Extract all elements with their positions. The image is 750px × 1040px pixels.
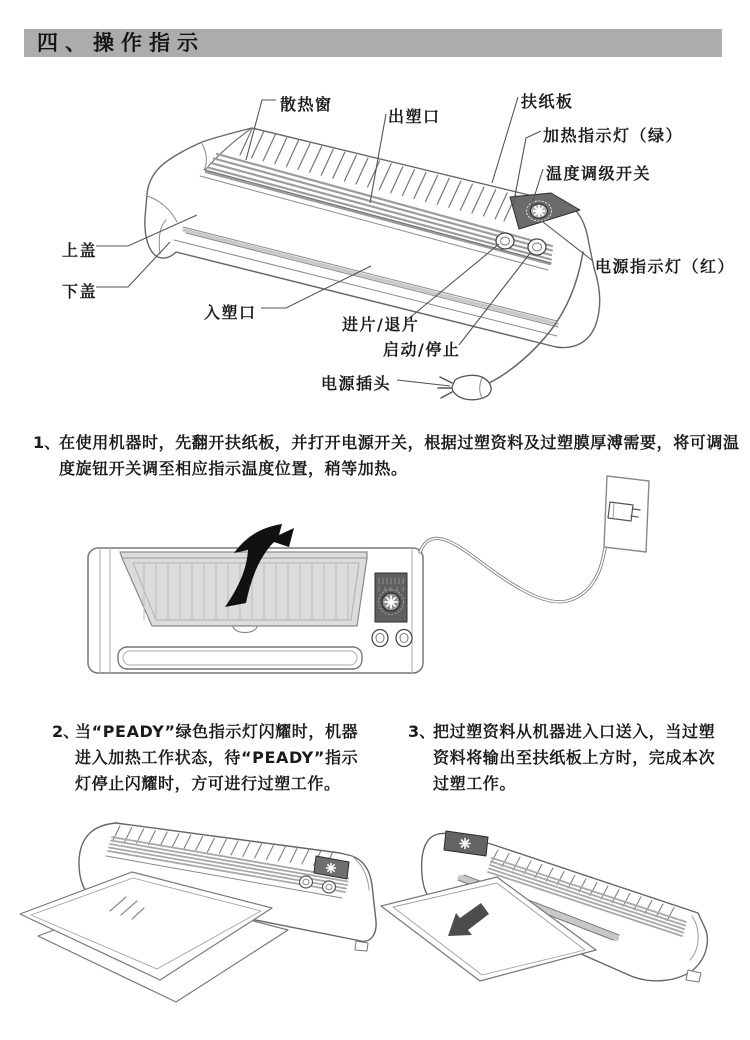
label-heat-vent-window: 散热窗	[280, 95, 333, 114]
step-3-number: 3、	[408, 722, 436, 741]
label-feed-reverse: 进片/退片	[342, 315, 420, 334]
step-2-line-2: 进入加热工作状态，待“PEADY”指示	[75, 748, 359, 767]
feed-reverse-button	[496, 233, 514, 249]
step-1	[33, 430, 740, 482]
power-plug-art	[438, 375, 491, 399]
power-cord	[420, 520, 611, 602]
section-title-bar	[24, 29, 722, 57]
label-bottom-cover: 下盖	[62, 282, 98, 301]
leader-power-plug	[397, 380, 450, 386]
step-3-line-1: 把过塑资料从机器进入口送入，当过塑	[433, 722, 716, 741]
label-heating-indicator-green: 加热指示灯（绿）	[543, 126, 684, 145]
label-top-cover: 上盖	[62, 241, 98, 260]
step-3	[408, 719, 715, 797]
step-3-line-3: 过塑工作。	[433, 774, 517, 793]
step-2-number: 2、	[52, 722, 80, 741]
step-1-line-1: 在使用机器时，先翻开扶纸板，并打开电源开关，根据过塑资料及过塑膜厚溥需要，将可调温	[59, 433, 740, 452]
section-title: 四、操作指示	[37, 31, 205, 55]
step3-illustration	[381, 831, 707, 982]
label-exit-slot: 出塑口	[388, 107, 441, 126]
leader-paper-support	[492, 97, 518, 183]
step-2-line-3: 灯停止闪耀时，方可进行过塑工作。	[75, 774, 341, 793]
step-2-line-1: 当“PEADY”绿色指示灯闪耀时，机器	[75, 722, 359, 741]
step-3-line-2: 资料将输出至扶纸板上方时，完成本次	[433, 748, 716, 767]
step-1-line-2: 度旋钮开关调至相应指示温度位置，稍等加热。	[59, 459, 408, 478]
label-start-stop: 启动/停止	[383, 340, 461, 359]
label-power-plug: 电源插头	[321, 374, 392, 393]
step2-illustration	[20, 823, 376, 1002]
label-power-indicator-red: 电源指示灯（红）	[595, 257, 736, 276]
step-1-number: 1、	[33, 433, 61, 452]
laminator-labeled-diagram	[145, 128, 600, 400]
step-2	[52, 719, 358, 797]
step1-illustration	[88, 476, 649, 673]
label-entry-slot: 入塑口	[204, 303, 257, 322]
label-temperature-switch: 温度调级开关	[546, 164, 652, 183]
label-paper-support: 扶纸板	[521, 92, 574, 111]
